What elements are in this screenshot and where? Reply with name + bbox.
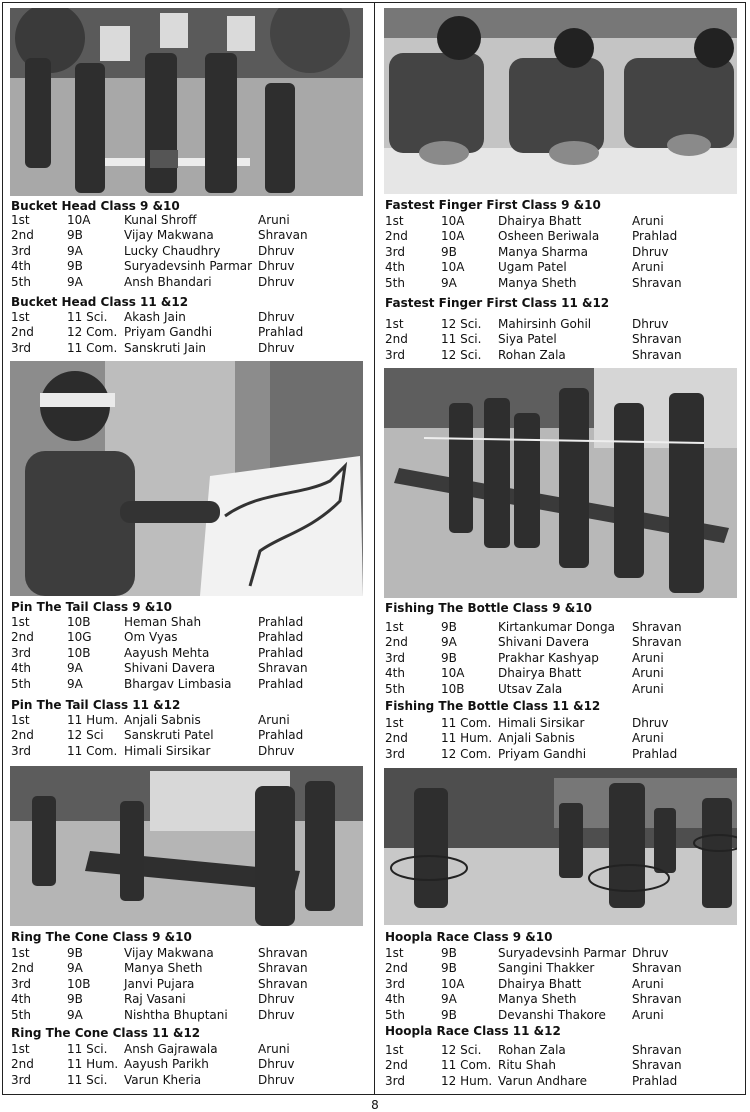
section-title: Hoopla Race Class 11 &12 [385, 1024, 561, 1038]
table-row: 1st 12 Sci. Rohan Zala Shravan [385, 1043, 682, 1057]
table-row: 4th 9B Raj Vasani Dhruv [11, 992, 295, 1007]
table-row: 2nd 11 Com. Ritu Shah Shravan [385, 1058, 682, 1073]
results-table [11, 213, 368, 290]
table-row: 5th 9A Nishtha Bhuptani Dhruv [11, 1007, 295, 1022]
table-row: 1st 11 Com. Himali Sirsikar Dhruv [385, 716, 669, 730]
table-row: 3rd 11 Com. Himali Sirsikar Dhruv [11, 743, 295, 758]
section-title: Fishing The Bottle Class 9 &10 [385, 601, 592, 615]
table-row: 3rd 10B Aayush Mehta Prahlad [11, 645, 304, 660]
table-row: 4th 9A Shivani Davera Shravan [11, 661, 308, 676]
table-row: 1st 9B Vijay Makwana Shravan [11, 946, 308, 960]
table-row: 4th 10A Dhairya Bhatt Aruni [385, 666, 664, 681]
table-row: 3rd 10B Janvi Pujara Shravan [11, 976, 308, 991]
table-row: 2nd 10G Om Vyas Prahlad [11, 630, 304, 645]
table-row: 2nd 9B Vijay Makwana Shravan [11, 228, 308, 243]
photo-ring-the-cone [10, 766, 363, 926]
results-table [11, 946, 368, 1023]
photo-fastest-finger-first [384, 8, 737, 194]
table-row: 3rd 9B Manya Sharma Dhruv [385, 244, 669, 259]
results-table [11, 310, 368, 356]
photo-fishing-the-bottle [384, 368, 737, 598]
results-table [385, 946, 742, 1023]
section-title: Hoopla Race Class 9 &10 [385, 930, 553, 944]
table-row: 3rd 12 Sci. Rohan Zala Shravan [385, 347, 682, 362]
table-row: 2nd 11 Hum. Anjali Sabnis Aruni [385, 731, 664, 746]
table-row: 2nd 10A Osheen Beriwala Prahlad [385, 229, 678, 244]
section-title: Ring The Cone Class 11 &12 [11, 1026, 201, 1040]
section-title: Fishing The Bottle Class 11 &12 [385, 699, 601, 713]
photo-pin-the-tail [10, 361, 363, 596]
results-table [385, 716, 742, 762]
table-row: 2nd 12 Com. Priyam Gandhi Prahlad [11, 325, 304, 340]
results-table [385, 1043, 742, 1089]
table-row: 2nd 12 Sci Sanskruti Patel Prahlad [11, 728, 304, 743]
section-title: Bucket Head Class 9 &10 [11, 199, 180, 213]
table-row: 2nd 9B Sangini Thakker Shravan [385, 961, 682, 976]
section-title: Bucket Head Class 11 &12 [11, 295, 189, 309]
table-row: 3rd 10A Dhairya Bhatt Aruni [385, 976, 664, 991]
table-row: 5th 10B Utsav Zala Aruni [385, 681, 664, 696]
table-row: 1st 10A Kunal Shroff Aruni [11, 213, 290, 227]
table-row: 1st 11 Sci. Ansh Gajrawala Aruni [11, 1042, 290, 1056]
table-row: 2nd 9A Manya Sheth Shravan [11, 961, 308, 976]
section-title: Pin The Tail Class 9 &10 [11, 600, 172, 614]
table-row: 5th 9B Devanshi Thakore Aruni [385, 1007, 664, 1022]
table-row: 4th 9A Manya Sheth Shravan [385, 992, 682, 1007]
table-row: 3rd 11 Com. Sanskruti Jain Dhruv [11, 340, 295, 355]
page-number: 8 [371, 1098, 379, 1112]
photo-bucket-head [10, 8, 363, 196]
results-table [385, 214, 742, 291]
table-row: 5th 9A Manya Sheth Shravan [385, 275, 682, 290]
table-row: 1st 9B Suryadevsinh Parmar Dhruv [385, 946, 669, 960]
table-row: 3rd 12 Com. Priyam Gandhi Prahlad [385, 746, 678, 761]
results-table [385, 317, 742, 363]
table-row: 3rd 11 Sci. Varun Kheria Dhruv [11, 1072, 295, 1087]
results-table [385, 620, 742, 697]
table-row: 3rd 12 Hum. Varun Andhare Prahlad [385, 1073, 678, 1088]
table-row: 1st 12 Sci. Mahirsinh Gohil Dhruv [385, 317, 669, 331]
results-table [11, 1042, 368, 1088]
table-row: 5th 9A Ansh Bhandari Dhruv [11, 274, 295, 289]
results-table [11, 713, 368, 759]
table-row: 1st 11 Sci. Akash Jain Dhruv [11, 310, 295, 324]
table-row: 2nd 11 Hum. Aayush Parikh Dhruv [11, 1057, 295, 1072]
section-title: Fastest Finger First Class 11 &12 [385, 296, 610, 310]
table-row: 5th 9A Bhargav Limbasia Prahlad [11, 676, 304, 691]
photo-hoopla-race [384, 768, 737, 925]
table-row: 3rd 9B Prakhar Kashyap Aruni [385, 650, 664, 665]
table-row: 3rd 9A Lucky Chaudhry Dhruv [11, 243, 295, 258]
table-row: 1st 11 Hum. Anjali Sabnis Aruni [11, 713, 290, 727]
section-title: Ring The Cone Class 9 &10 [11, 930, 192, 944]
table-row: 4th 9B Suryadevsinh Parmar Dhruv [11, 259, 295, 274]
results-table [11, 615, 368, 692]
table-row: 2nd 11 Sci. Siya Patel Shravan [385, 332, 682, 347]
section-title: Pin The Tail Class 11 &12 [11, 698, 181, 712]
table-row: 2nd 9A Shivani Davera Shravan [385, 635, 682, 650]
table-row: 1st 9B Kirtankumar Donga Shravan [385, 620, 682, 634]
table-row: 1st 10A Dhairya Bhatt Aruni [385, 214, 664, 228]
table-row: 1st 10B Heman Shah Prahlad [11, 615, 304, 629]
column-divider [374, 2, 375, 1095]
table-row: 4th 10A Ugam Patel Aruni [385, 260, 664, 275]
section-title: Fastest Finger First Class 9 &10 [385, 198, 601, 212]
